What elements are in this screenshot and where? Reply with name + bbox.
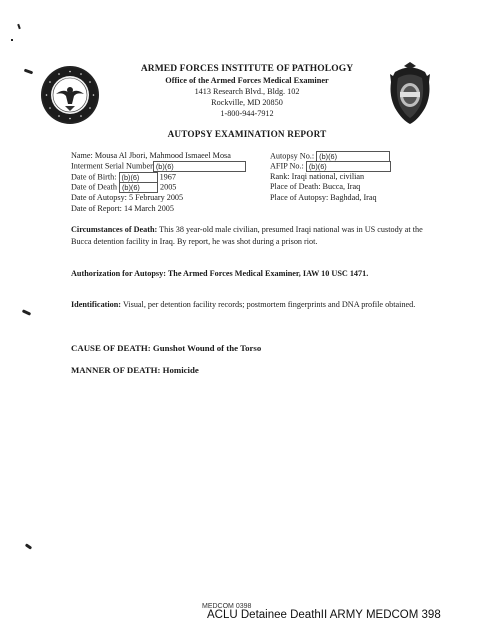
identification-paragraph [71, 299, 429, 311]
dob-redaction: (b)(6) [119, 172, 158, 183]
autopsy-number-label: Autopsy No.: [270, 151, 315, 161]
serial-number-redaction: (b)(6) [153, 161, 246, 172]
phone-number: 1-800-944-7912 [220, 109, 274, 118]
dod-label: Date of Death [71, 182, 117, 192]
autopsy-date: Date of Autopsy: 5 February 2005 [71, 193, 184, 202]
circumstances-text: This 38 year-old male civilian, presumed Iraqi national was in US custody at the Bucca detention facility in Iraq. By report, he was shot during a prison riot. [71, 225, 423, 246]
afip-number-redaction: (b)(6) [306, 161, 391, 172]
aclu-watermark: ACLU Detainee DeathII ARMY MEDCOM 398 [207, 609, 441, 621]
cause-of-death [71, 343, 261, 353]
serial-number-row [71, 161, 246, 172]
cause-value: Gunshot Wound of the Torso [152, 343, 262, 353]
scan-mark [22, 309, 31, 316]
place-of-death: Place of Death: Bucca, Iraq [270, 182, 361, 191]
rank: Rank: Iraqi national, civilian [270, 172, 365, 181]
cause-label: CAUSE OF DEATH: [71, 343, 151, 353]
manner-value: Homicide [162, 365, 199, 375]
circumstances-paragraph [71, 224, 429, 247]
authorization-paragraph: Authorization for Autopsy: The Armed Forces Medical Examiner, IAW 10 USC 1471. [71, 269, 369, 278]
identification-label: Identification: [71, 300, 122, 309]
report-title: AUTOPSY EXAMINATION REPORT [167, 129, 327, 139]
dob-label: Date of Birth: [71, 172, 117, 182]
autopsy-number-redaction: (b)(6) [316, 151, 390, 162]
scan-mark [25, 543, 32, 549]
place-of-autopsy: Place of Autopsy: Baghdad, Iraq [270, 193, 377, 202]
decedent-name: Name: Mousa Al Jbori, Mahmood Ismaeel Mosa [71, 151, 231, 160]
report-date: Date of Report: 14 March 2005 [71, 204, 174, 213]
address-line-2: Rockville, MD 20850 [211, 98, 283, 107]
institute-name: ARMED FORCES INSTITUTE OF PATHOLOGY [140, 64, 354, 74]
manner-of-death [71, 365, 199, 375]
dod-year: 2005 [160, 182, 177, 192]
dod-row [71, 182, 176, 193]
manner-label: MANNER OF DEATH: [71, 365, 161, 375]
scan-mark [11, 39, 13, 41]
dob-year: 1967 [159, 172, 176, 182]
circumstances-label: Circumstances of Death: [71, 225, 158, 234]
medcom-stamp: MEDCOM 0398 [202, 603, 252, 610]
address-line-1: 1413 Research Blvd., Bldg. 102 [194, 87, 300, 96]
serial-number-label: Interment Serial Number [71, 161, 153, 171]
dod-redaction: (b)(6) [119, 182, 158, 193]
scan-mark [17, 24, 21, 29]
identification-text: Visual, per detention facility records; postmortem fingerprints and DNA profile obtained. [122, 300, 416, 309]
afip-number-label: AFIP No.: [270, 161, 304, 171]
office-name: Office of the Armed Forces Medical Examiner [165, 76, 329, 85]
afip-number-row [270, 161, 391, 172]
